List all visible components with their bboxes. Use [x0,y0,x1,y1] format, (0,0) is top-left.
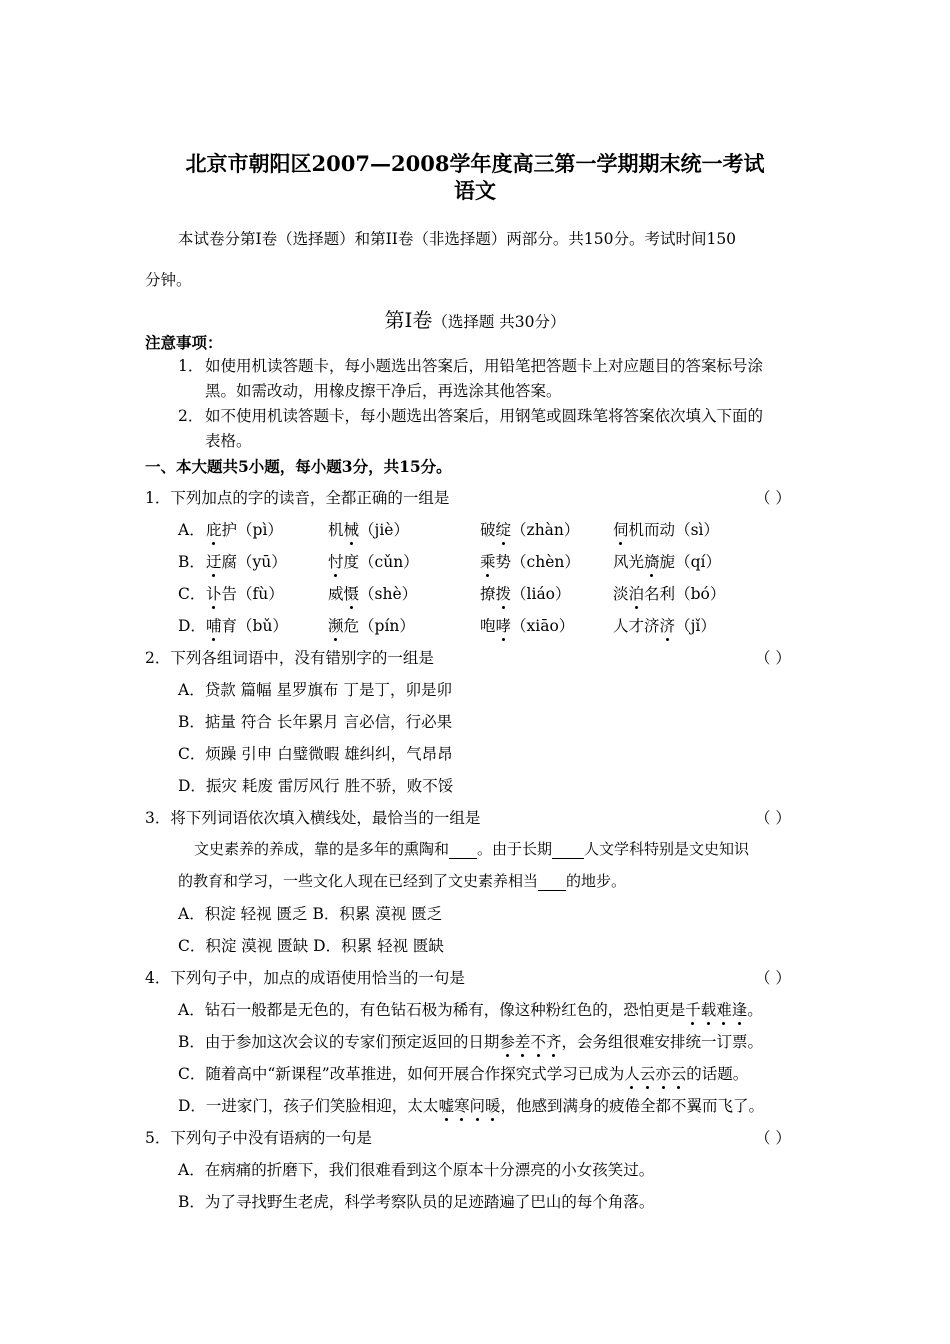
q1-option-label: C． [178,585,206,603]
q1-option-item [613,550,721,572]
word-char: 护 [221,521,238,539]
word-char: 名 [644,585,660,603]
q3-passage-part-2: 。由于长期 [477,840,553,858]
pinyin: （bó） [675,585,726,603]
emphasis-dot-char: 亦 [655,1062,671,1084]
q3-blank-2 [552,840,584,859]
emphasis-dot-char: 难 [716,998,732,1020]
emphasis-dot-char: 载 [701,998,717,1020]
q4-option-text: C．随着高中“新课程”改革推进，如何开展合作探究式学习已成为 [178,1065,625,1083]
pinyin: （qí） [675,553,721,571]
note-2-line-1: 如不使用机读答题卡，每小题选出答案后，用钢笔或圆珠笔将答案依次填入下面的 [205,407,764,425]
pinyin: （jǐ） [675,617,716,635]
word-char: 风 [613,553,629,571]
pinyin: （bǔ） [237,617,288,635]
emphasis-dot-char: 问 [469,1094,485,1116]
q1-option-item [613,518,719,540]
emphasis-dot-char: 人 [624,1062,640,1084]
q3-passage-part-1: 文史素养的养成，靠的是多年的熏陶和 [194,840,450,858]
q2-stem: 2．下列各组词语中，没有错别字的一组是 [145,649,434,667]
q3-answer-paren: （ ） [755,809,791,827]
q2-option-d: D．振灾 耗废 雷厉风行 胜不骄，败不馁 [178,777,454,795]
volume-heading [0,304,950,333]
emphasis-dot-char: 齐 [546,1030,562,1052]
q2-option-b: B．掂量 符合 长年累月 言必信，行必果 [178,713,453,731]
q1-option-item [328,550,419,572]
pinyin: （pín） [359,617,415,635]
q5-stem: 5．下列句子中没有语病的一句是 [145,1129,372,1147]
q3-options-cd: C．积淀 漠视 匮缺 D．积累 轻视 匮缺 [178,937,444,955]
q1-option-label: D． [178,617,206,635]
q4-option-text: ，会务组很难安排统一订票。 [561,1033,763,1051]
word-char: 机 [628,521,645,539]
emphasis-dot-char: 济 [660,614,676,636]
pinyin: （liáo） [511,585,571,603]
pinyin: （sì） [675,521,719,539]
word-char: 势 [495,553,512,571]
notes-label: 注意事项： [145,333,223,352]
note-1-line-2: 黑。如需改动，用橡皮擦干净后，再选涂其他答案。 [205,382,562,400]
emphasis-dot-char: 械 [344,518,360,540]
q4-option-text: 的话题。 [686,1065,749,1083]
q1-option-item [206,582,284,604]
pinyin: （yū） [237,553,287,571]
q1-option-item [206,614,288,636]
q3-options-ab: A．积淀 轻视 匮乏 B．积累 漠视 匮乏 [178,905,443,923]
q1-answer-paren: （ ） [755,489,791,507]
q4-answer-paren: （ ） [755,969,791,987]
q1-option-item [328,582,417,604]
emphasis-dot-char: 嘘 [438,1094,454,1116]
q4-option-text: 。 [747,1001,763,1019]
emphasis-dot-char: 逢 [732,998,748,1020]
q3-blank-3 [538,872,566,891]
q4-option [178,1062,748,1084]
emphasis-dot-char: 泊 [629,582,645,604]
q1-option-item [613,582,725,604]
pinyin: （fù） [237,585,284,603]
note-2-line-2: 表格。 [205,432,252,450]
emphasis-dot-char: 慑 [344,582,360,604]
q5-answer-paren: （ ） [755,1129,791,1147]
document-title: 北京市朝阳区2007—2008学年度高三第一学期期末统一考试 [185,151,765,176]
q1-option-item [328,518,409,540]
note-1-line-1: 如使用机读答题卡，每小题选出答案后，用铅笔把答题卡上对应题目的答案标号涂 [205,357,764,375]
q1-option-item [613,614,716,636]
q1-option-item [480,614,574,636]
emphasis-dot-char: 拨 [496,582,512,604]
q3-passage-part-3: 人文学科特别是文史知识 [584,840,750,858]
word-char: 济 [644,617,660,635]
emphasis-dot-char: 乘 [480,550,496,572]
q1-option-item [206,518,283,540]
emphasis-dot-char: 庇 [206,518,222,540]
word-char: 危 [343,617,360,635]
emphasis-dot-char: 哮 [496,614,512,636]
q1-option-item [328,614,415,636]
word-char: 才 [628,617,645,635]
document-subject: 语文 [454,178,496,203]
q3-passage-part-5: 的地步。 [566,872,627,890]
pinyin: （xiāo） [511,617,575,635]
q4-option [178,1094,764,1116]
word-char: 威 [328,585,344,603]
q2-answer-paren: （ ） [755,649,791,667]
q5-option-a: A．在病痛的折磨下，我们很难看到这个原本十分漂亮的小女孩笑过。 [178,1161,655,1179]
emphasis-dot-char: 千 [685,998,701,1020]
pinyin: （shè） [359,585,418,603]
pinyin: （pì） [237,521,283,539]
q4-option [178,1030,763,1052]
pinyin: （chèn） [511,553,580,571]
emphasis-dot-char: 讣 [206,582,222,604]
word-char: 腐 [221,553,238,571]
q4-option [178,998,763,1020]
note-2-num: 2． [178,407,204,425]
emphasis-dot-char: 哺 [206,614,222,636]
intro-line-1: 本试卷分第I卷（选择题）和第II卷（非选择题）两部分。共150分。考试时间150 [178,230,737,248]
emphasis-dot-char: 不 [530,1030,546,1052]
q4-stem: 4．下列句子中，加点的成语使用恰当的一句是 [145,969,465,987]
word-char: 旎 [659,553,676,571]
emphasis-dot-char: 云 [671,1062,687,1084]
emphasis-dot-char: 伺 [613,518,629,540]
emphasis-dot-char: 差 [515,1030,531,1052]
word-char: 淡 [613,585,629,603]
note-1-num: 1． [178,357,204,375]
emphasis-dot-char: 旖 [644,550,660,572]
q3-stem: 3．将下列词语依次填入横线处，最恰当的一组是 [145,809,481,827]
word-char: 育 [221,617,238,635]
emphasis-dot-char: 暖 [485,1094,501,1116]
q2-option-c: C．烦躁 引申 白璧微暇 雄纠纠，气昂昂 [178,745,453,763]
emphasis-dot-char: 濒 [328,614,344,636]
section-heading: 一、本大题共5小题，每小题3分，共15分。 [145,457,452,476]
q1-option-item [480,550,580,572]
emphasis-dot-char: 忖 [328,550,344,572]
word-char: 度 [343,553,360,571]
emphasis-dot-char: 绽 [496,518,512,540]
q3-passage-line-1 [194,838,749,859]
q2-option-a: A．贷款 篇幅 星罗旗布 丁是丁，卯是卯 [178,681,452,699]
word-char: 光 [628,553,645,571]
word-char: 告 [221,585,238,603]
intro-line-2: 分钟。 [145,271,192,289]
q1-option-item [206,550,287,572]
pinyin: （jiè） [359,521,409,539]
emphasis-dot-char: 寒 [454,1094,470,1116]
q3-passage-line-2 [178,870,626,891]
q1-option-item [480,518,579,540]
word-char: 动 [659,521,676,539]
word-char: 撩 [480,585,496,603]
q3-blank-1 [449,840,477,859]
word-char: 利 [659,585,676,603]
q5-option-b: B．为了寻找野生老虎，科学考察队员的足迹踏遍了巴山的每个角落。 [178,1193,655,1211]
volume-heading-note: （选择题 共30分） [432,313,566,331]
word-char: 而 [644,521,660,539]
emphasis-dot-char: 迂 [206,550,222,572]
emphasis-dot-char: 参 [499,1030,515,1052]
q1-stem: 1．下列加点的字的读音，全都正确的一组是 [145,489,450,507]
word-char: 破 [480,521,496,539]
q1-option-label: B． [178,553,205,571]
q4-option-text: D．一进家门，孩子们笑脸相迎，太太 [178,1097,439,1115]
pinyin: （cǔn） [359,553,419,571]
word-char: 咆 [480,617,496,635]
q3-passage-part-4: 的教育和学习，一些文化人现在已经到了文史素养相当 [178,872,539,890]
pinyin: （zhàn） [511,521,580,539]
q4-option-text: B．由于参加这次会议的专家们预定返回的日期 [178,1033,500,1051]
emphasis-dot-char: 云 [640,1062,656,1084]
volume-heading-main: 第Ⅰ卷 [384,308,433,332]
q4-option-text: ，他感到满身的疲倦全都不翼而飞了。 [500,1097,765,1115]
word-char: 人 [613,617,629,635]
word-char: 机 [328,521,344,539]
q1-option-item [480,582,571,604]
q1-option-label: A． [178,521,205,539]
q4-option-text: A．钻石一般都是无色的，有色钻石极为稀有，像这种粉红色的，恐怕更是 [178,1001,686,1019]
